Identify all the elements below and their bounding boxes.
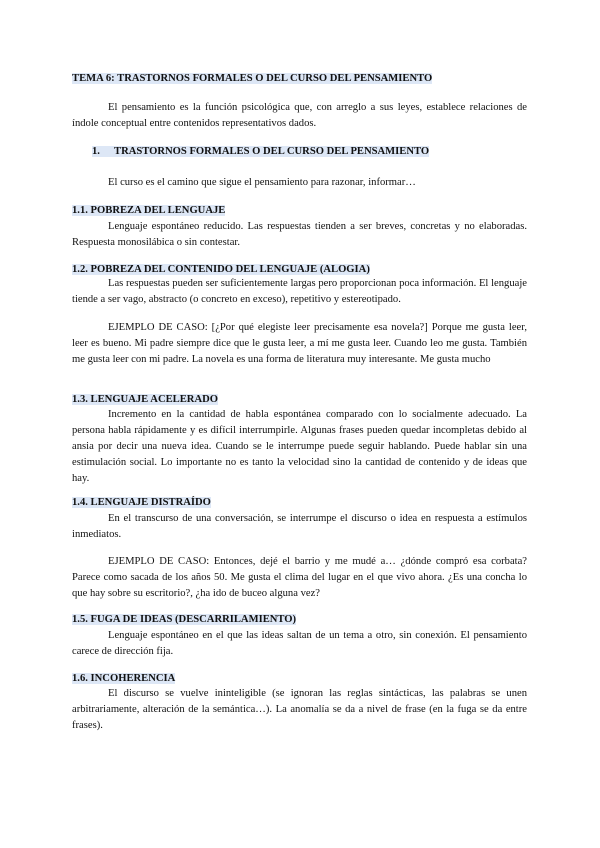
intro-text: El pensamiento es la función psicológica que, con arreglo a sus leyes, establece relaciones de índole conceptual entre contenidos representativos dados. — [72, 102, 527, 129]
section-1-heading — [92, 144, 429, 160]
section-1-4-example-text: EJEMPLO DE CASO: Entonces, dejé el barrio y me mudé a… ¿dónde compró esa corbata? Parece como sacada de los años 50. Me gusta el clima del lugar en el que vivo ahora. ¿Es una concha lo que hay sobre su escritorio?, ¿ha ido de buceo alguna vez? — [72, 556, 527, 599]
section-1-1-paragraph — [72, 219, 527, 251]
section-1-6-paragraph — [72, 686, 527, 734]
section-1-text: El curso es el camino que sigue el pensamiento para razonar, informar… — [108, 177, 416, 188]
section-1-5-heading — [72, 612, 527, 628]
document-title — [72, 71, 432, 87]
section-1-2-paragraph — [72, 276, 527, 308]
section-1-4-paragraph — [72, 511, 527, 543]
section-1-5-text: Lenguaje espontáneo en el que las ideas saltan de un tema a otro, sin conexión. El pensamiento carece de dirección fija. — [72, 630, 527, 657]
intro-paragraph — [72, 100, 527, 132]
section-1-3-heading — [72, 392, 527, 408]
title-text: TEMA 6: TRASTORNOS FORMALES O DEL CURSO DEL PENSAMIENTO — [72, 73, 433, 84]
section-1-2-text: Las respuestas pueden ser suficientemente largas pero proporcionan poca información. El lenguaje tiende a ser vago, abstracto (o concreto en exceso), repetitivo y estereotipado. — [72, 278, 527, 305]
section-1-6-heading-text: 1.6. INCOHERENCIA — [72, 673, 176, 684]
section-1-1-heading-text: 1.1. POBREZA DEL LENGUAJE — [72, 205, 226, 216]
section-1-2-heading-text: 1.2. POBREZA DEL CONTENIDO DEL LENGUAJE (ALOGIA) — [72, 264, 370, 275]
section-1-4-example — [72, 554, 527, 602]
section-1-title: TRASTORNOS FORMALES O DEL CURSO DEL PENSAMIENTO — [114, 146, 430, 157]
section-1-6-heading — [72, 671, 527, 687]
section-1-5-heading-text: 1.5. FUGA DE IDEAS (DESCARRILAMIENTO) — [72, 614, 297, 625]
section-1-number: 1. — [92, 146, 100, 157]
section-1-3-paragraph — [72, 407, 527, 487]
section-1-3-heading-text: 1.3. LENGUAJE ACELERADO — [72, 394, 218, 405]
section-1-heading-text — [92, 146, 429, 157]
section-1-1-text: Lenguaje espontáneo reducido. Las respuestas tienden a ser breves, concretas y no elaboradas. Respuesta monosilábica o sin contestar. — [72, 221, 527, 248]
section-1-5-paragraph — [72, 628, 527, 660]
section-1-4-heading — [72, 495, 527, 511]
section-1-3-text: Incremento en la cantidad de habla espontánea comparado con lo socialmente adecuado. La persona habla rápidamente y es difícil interrumpirle. Algunas frases pueden quedar incompletas debido al ansia por decir una nueva idea. Cuando se le interrumpe puede seguir hablando. Puede hablar sin una estimulación social. Lo importante no es tanto la velocidad sino la cantidad de contenido y de ideas que hay. — [72, 409, 527, 484]
section-1-2-example — [72, 320, 527, 368]
section-1-6-text: El discurso se vuelve ininteligible (se ignoran las reglas sintácticas, las palabras se unen arbitrariamente, alteración de la semántica…). La anomalía se da a nivel de frase (en la fuga se da entre frases). — [72, 688, 527, 731]
section-1-2-example-text: EJEMPLO DE CASO: [¿Por qué elegiste leer precisamente esa novela?] Porque me gusta leer, leer es bueno. Mi padre siempre dice que le gusta leer, a mí me gusta leer. Cuando leo me gusta. También me gusta leer con mi padre. La novela es una forma de literatura muy interesante. Me gusta mucho — [72, 322, 527, 365]
section-1-1-heading — [72, 203, 527, 219]
section-1-paragraph — [72, 175, 527, 191]
section-1-4-heading-text: 1.4. LENGUAJE DISTRAÍDO — [72, 497, 211, 508]
section-1-4-text: En el transcurso de una conversación, se interrumpe el discurso o idea en respuesta a estímulos inmediatos. — [72, 513, 527, 540]
